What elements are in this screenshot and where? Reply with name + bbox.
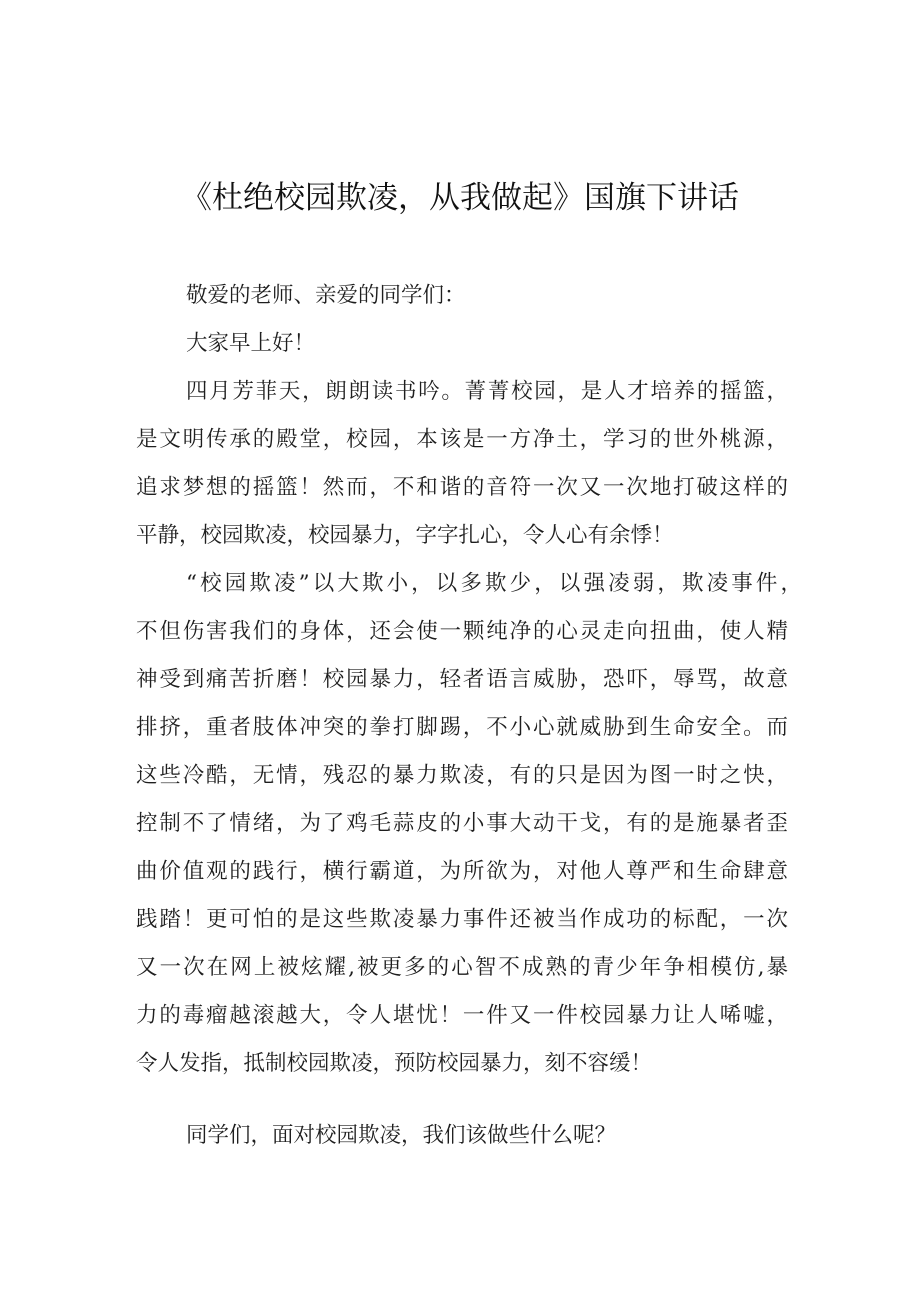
paragraph-line: “校园欺凌”以大欺小，以多欺少，以强凌弱，欺凌事件，: [186, 571, 802, 596]
document-title: 《杜绝校园欺凌，从我做起》国旗下讲话: [181, 180, 739, 216]
paragraph-line: 平静，校园欺凌，校园暴力，字字扎心，令人心有余悸！: [136, 523, 674, 548]
salutation-line: 敬爱的老师、亲爱的同学们：: [186, 283, 466, 308]
paragraph-line: 是文明传承的殿堂，校园，本该是一方净土，学习的世外桃源，: [136, 427, 788, 452]
paragraph-line: 追求梦想的摇篮！然而，不和谐的音符一次又一次地打破这样的: [136, 475, 788, 500]
paragraph-line: 四月芳菲天，朗朗读书吟。菁菁校园，是人才培养的摇篮，: [186, 379, 788, 404]
paragraph-line: 令人发指，抵制校园欺凌，预防校园暴力，刻不容缓！: [136, 1051, 653, 1076]
paragraph-line: 曲价值观的践行，横行霸道，为所欲为，对他人尊严和生命肆意: [136, 859, 788, 884]
paragraph-line: 不但伤害我们的身体，还会使一颗纯净的心灵走向扭曲，使人精: [136, 619, 788, 644]
paragraph-line: 控制不了情绪，为了鸡毛蒜皮的小事大动干戈，有的是施暴者歪: [136, 811, 788, 836]
paragraph-line: 这些冷酷，无情，残忍的暴力欺凌，有的只是因为图一时之快，: [136, 763, 788, 788]
paragraph-line: 神受到痛苦折磨！校园暴力，轻者语言威胁，恐吓，辱骂，故意: [136, 667, 788, 692]
paragraph-line: 践踏！更可怕的是这些欺凌暴力事件还被当作成功的标配，一次: [136, 907, 788, 932]
paragraph-line: 又一次在网上被炫耀,被更多的心智不成熟的青少年争相模仿,暴: [136, 955, 788, 980]
paragraph-line: 同学们，面对校园欺凌，我们该做些什么呢？: [186, 1123, 617, 1148]
paragraph-line: 排挤，重者肢体冲突的拳打脚踢，不小心就威胁到生命安全。而: [136, 715, 788, 740]
greeting-line: 大家早上好！: [186, 331, 316, 356]
paragraph-line: 力的毒瘤越滚越大，令人堪忧！一件又一件校园暴力让人唏嘘，: [136, 1003, 788, 1028]
